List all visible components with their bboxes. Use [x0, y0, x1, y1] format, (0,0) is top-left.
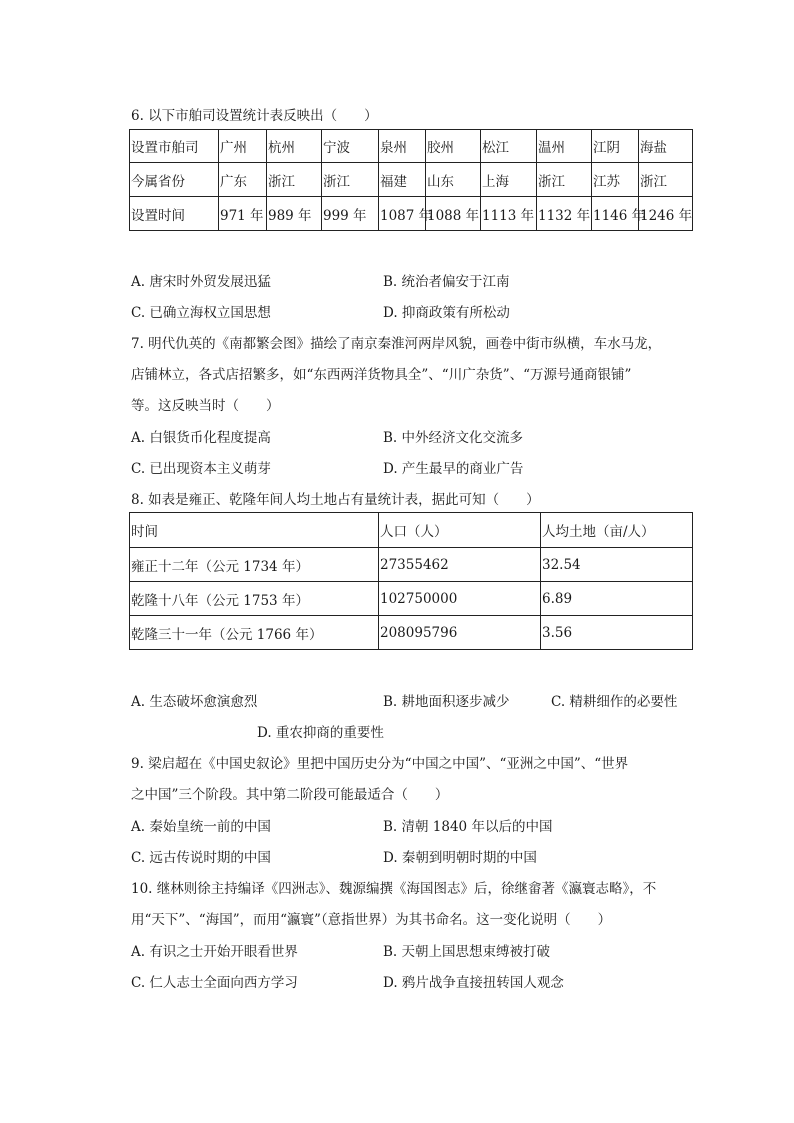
table-header-cell: 时间: [130, 513, 379, 548]
table-cell: 208095796: [379, 616, 541, 650]
table-cell: 3.56: [541, 616, 693, 650]
table-cell: 浙江: [537, 163, 592, 197]
q9-option-d: D. 秦朝到明朝时期的中国: [383, 850, 537, 866]
q8-option-a: A. 生态破坏愈演愈烈: [131, 694, 258, 710]
q6-option-d: D. 抑商政策有所松动: [383, 305, 510, 321]
q8-option-b: B. 耕地面积逐步减少: [383, 694, 510, 710]
table-row: [130, 130, 693, 163]
table-cell: 松江: [481, 130, 537, 163]
table-cell: 102750000: [379, 582, 541, 616]
q7-option-d: D. 产生最早的商业广告: [383, 461, 524, 477]
q9-option-c: C. 远古传说时期的中国: [131, 850, 271, 866]
table-cell: 989 年: [267, 197, 322, 231]
table-cell: 雍正十二年（公元 1734 年）: [130, 548, 379, 582]
table-cell: 福建: [379, 163, 426, 197]
q10-option-b: B. 天朝上国思想束缚被打破: [383, 944, 551, 960]
q7-stem-line2: 店铺林立，各式店招繁多，如“东西两洋货物具全”、“川广杂货”、“万源号通商银铺”: [131, 367, 632, 383]
table-cell: 27355462: [379, 548, 541, 582]
table-cell: 杭州: [267, 130, 322, 163]
table-cell: 宁波: [322, 130, 379, 163]
table-header-cell: 设置市舶司: [130, 130, 219, 163]
q9-option-b: B. 清朝 1840 年以后的中国: [383, 819, 553, 835]
table-cell: 1246 年: [639, 197, 693, 231]
q7-option-a: A. 白银货币化程度提高: [131, 430, 271, 446]
table-cell: 971 年: [219, 197, 267, 231]
q6-option-c: C. 已确立海权立国思想: [131, 305, 271, 321]
q8-option-c: C. 精耕细作的必要性: [551, 694, 678, 710]
table-cell: 江苏: [592, 163, 639, 197]
table-cell: 1088 年: [426, 197, 481, 231]
q10-stem-line1: 10. 继林则徐主持编译《四洲志》、魏源编撰《海国图志》后，徐继畲著《瀛寰志略》，不: [131, 881, 657, 897]
table-header-cell: 今属省份: [130, 163, 219, 197]
q10-stem-line2: 用“天下”、“海国”，而用“瀛寰”（意指世界）为其书命名。这一变化说明（ ）: [131, 912, 612, 928]
table-cell: 1146 年: [592, 197, 639, 231]
q10-option-a: A. 有识之士开始开眼看世界: [131, 944, 298, 960]
table-cell: 广东: [219, 163, 267, 197]
table-cell: 32.54: [541, 548, 693, 582]
q8-table: [129, 512, 693, 650]
q10-option-d: D. 鸦片战争直接扭转国人观念: [383, 975, 564, 991]
q9-stem-line2: 之中国”三个阶段。其中第二阶段可能最适合（ ）: [131, 787, 449, 803]
q8-option-d: D. 重农抑商的重要性: [257, 725, 384, 741]
q9-stem-line1: 9. 梁启超在《中国史叙论》里把中国历史分为“中国之中国”、“亚洲之中国”、“世界: [131, 756, 629, 772]
q7-stem-line3: 等。这反映当时（ ）: [131, 398, 280, 414]
table-row: [130, 548, 693, 582]
table-header-cell: 人均土地（亩/人）: [541, 513, 693, 548]
table-header-cell: 设置时间: [130, 197, 219, 231]
q6-table: [129, 129, 693, 231]
table-cell: 温州: [537, 130, 592, 163]
q6-option-a: A. 唐宋时外贸发展迅猛: [131, 274, 271, 290]
q7-option-c: C. 已出现资本主义萌芽: [131, 461, 271, 477]
table-cell: 浙江: [639, 163, 693, 197]
q6-stem: 6. 以下市舶司设置统计表反映出（ ）: [131, 108, 378, 124]
table-cell: 1132 年: [537, 197, 592, 231]
table-cell: 1113 年: [481, 197, 537, 231]
table-cell: 999 年: [322, 197, 379, 231]
table-cell: 海盐: [639, 130, 693, 163]
table-cell: 山东: [426, 163, 481, 197]
table-cell: 6.89: [541, 582, 693, 616]
table-row: [130, 197, 693, 231]
table-cell: 胶州: [426, 130, 481, 163]
q7-stem-line1: 7. 明代仇英的《南都繁会图》描绘了南京秦淮河两岸风貌，画卷中街市纵横，车水马龙，: [131, 336, 662, 352]
q10-option-c: C. 仁人志士全面向西方学习: [131, 975, 298, 991]
table-cell: 泉州: [379, 130, 426, 163]
table-header-cell: 人口（人）: [379, 513, 541, 548]
table-cell: 乾隆三十一年（公元 1766 年）: [130, 616, 379, 650]
table-cell: 江阴: [592, 130, 639, 163]
table-row: [130, 616, 693, 650]
q7-option-b: B. 中外经济文化交流多: [383, 430, 524, 446]
table-row: [130, 582, 693, 616]
table-cell: 1087 年: [379, 197, 426, 231]
table-cell: 浙江: [267, 163, 322, 197]
table-cell: 广州: [219, 130, 267, 163]
q8-stem: 8. 如表是雍正、乾隆年间人均土地占有量统计表，据此可知（ ）: [131, 492, 540, 508]
table-row: [130, 163, 693, 197]
table-row: [130, 513, 693, 548]
table-cell: 乾隆十八年（公元 1753 年）: [130, 582, 379, 616]
table-cell: 上海: [481, 163, 537, 197]
q6-option-b: B. 统治者偏安于江南: [383, 274, 510, 290]
q9-option-a: A. 秦始皇统一前的中国: [131, 819, 271, 835]
table-cell: 浙江: [322, 163, 379, 197]
